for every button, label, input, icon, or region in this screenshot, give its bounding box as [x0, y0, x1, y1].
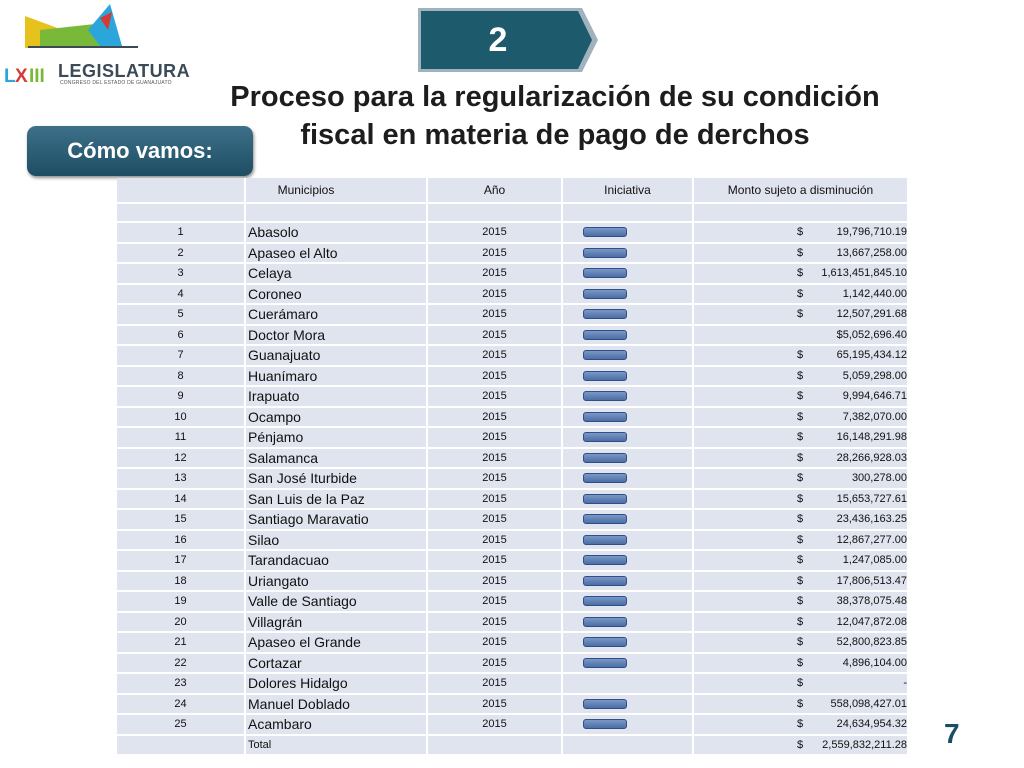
row-anio: 2015 — [428, 285, 563, 304]
row-currency: $ — [797, 390, 804, 403]
row-currency: $ — [797, 554, 804, 567]
svg-text:L: L — [4, 66, 16, 87]
row-monto — [694, 633, 907, 652]
iniciativa-marker-icon — [583, 637, 627, 647]
blank-cell — [563, 204, 694, 221]
iniciativa-marker-icon — [583, 391, 627, 401]
row-monto — [694, 244, 907, 263]
row-iniciativa — [563, 572, 694, 591]
row-number: 16 — [117, 531, 246, 550]
row-currency: $ — [797, 431, 804, 444]
row-monto — [694, 613, 907, 632]
row-anio: 2015 — [428, 531, 563, 550]
table-row — [117, 490, 907, 511]
row-anio: 2015 — [428, 408, 563, 427]
row-iniciativa — [563, 674, 694, 693]
row-currency: $ — [797, 718, 804, 731]
row-number: 15 — [117, 510, 246, 529]
blank-cell — [117, 204, 246, 221]
row-amount: 7,382,070.00 — [842, 410, 907, 423]
page-title: Proceso para la regularización de su condición fiscal en materia de pago de derchos — [230, 81, 880, 151]
row-currency: $ — [797, 349, 804, 362]
row-currency: $ — [797, 492, 804, 505]
total-blank — [117, 736, 246, 755]
row-iniciativa — [563, 428, 694, 447]
row-monto — [694, 449, 907, 468]
row-iniciativa — [563, 285, 694, 304]
total-amount-cell — [694, 736, 907, 755]
row-amount: 12,507,291.68 — [836, 308, 907, 321]
row-iniciativa — [563, 469, 694, 488]
row-anio: 2015 — [428, 510, 563, 529]
row-currency: $ — [797, 595, 804, 608]
row-anio: 2015 — [428, 428, 563, 447]
row-municipio: Tarandacuao — [246, 551, 428, 570]
row-municipio: Coroneo — [246, 285, 428, 304]
row-anio: 2015 — [428, 490, 563, 509]
header-municipios: Municipios — [246, 178, 428, 202]
row-number: 12 — [117, 449, 246, 468]
table-row — [117, 244, 907, 265]
row-iniciativa — [563, 510, 694, 529]
table-row — [117, 408, 907, 429]
row-amount: 1,142,440.00 — [842, 287, 907, 300]
table-row — [117, 305, 907, 326]
iniciativa-marker-icon — [583, 555, 627, 565]
table-row — [117, 654, 907, 675]
iniciativa-marker-icon — [583, 719, 627, 729]
row-number: 11 — [117, 428, 246, 447]
row-monto — [694, 305, 907, 324]
table-header-row — [117, 178, 907, 204]
row-anio: 2015 — [428, 346, 563, 365]
row-anio: 2015 — [428, 715, 563, 734]
total-blank — [563, 736, 694, 755]
row-iniciativa — [563, 244, 694, 263]
table-row — [117, 346, 907, 367]
row-currency: $ — [797, 287, 804, 300]
table-row — [117, 633, 907, 654]
iniciativa-marker-icon — [583, 535, 627, 545]
row-currency: $ — [797, 533, 804, 546]
table-row — [117, 223, 907, 244]
row-number: 14 — [117, 490, 246, 509]
row-iniciativa — [563, 326, 694, 345]
row-municipio: San José Iturbide — [246, 469, 428, 488]
row-iniciativa — [563, 305, 694, 324]
header-monto: Monto sujeto a disminución — [727, 183, 874, 197]
row-amount: 12,047,872.08 — [836, 615, 907, 628]
row-amount: 5,059,298.00 — [842, 369, 907, 382]
row-anio: 2015 — [428, 305, 563, 324]
iniciativa-marker-icon — [583, 309, 627, 319]
row-iniciativa — [563, 264, 694, 283]
row-iniciativa — [563, 633, 694, 652]
row-anio: 2015 — [428, 223, 563, 242]
table-row — [117, 326, 907, 347]
row-number: 4 — [117, 285, 246, 304]
table-row — [117, 551, 907, 572]
table-row — [117, 264, 907, 285]
row-amount: 9,994,646.71 — [842, 390, 907, 403]
row-currency: $ — [797, 513, 804, 526]
legislatura-logo — [0, 0, 191, 95]
row-monto — [694, 592, 907, 611]
row-amount: $5,052,696.40 — [836, 328, 907, 341]
table-row — [117, 510, 907, 531]
row-municipio: Dolores Hidalgo — [246, 674, 428, 693]
total-amount: 2,559,832,211.28 — [822, 738, 907, 751]
row-number: 17 — [117, 551, 246, 570]
row-anio: 2015 — [428, 387, 563, 406]
row-currency: $ — [797, 636, 804, 649]
row-anio: 2015 — [428, 613, 563, 632]
row-number: 7 — [117, 346, 246, 365]
row-iniciativa — [563, 449, 694, 468]
row-municipio: San Luis de la Paz — [246, 490, 428, 509]
row-amount: 38,378,075.48 — [836, 595, 907, 608]
table-row — [117, 613, 907, 634]
row-anio: 2015 — [428, 469, 563, 488]
row-iniciativa — [563, 490, 694, 509]
row-municipio: Salamanca — [246, 449, 428, 468]
table-row — [117, 285, 907, 306]
row-anio: 2015 — [428, 449, 563, 468]
row-amount: 19,796,710.19 — [836, 226, 907, 239]
row-iniciativa — [563, 408, 694, 427]
table-row — [117, 592, 907, 613]
row-monto — [694, 551, 907, 570]
row-currency: $ — [797, 226, 804, 239]
page-number: 7 — [944, 718, 960, 749]
row-number: 25 — [117, 715, 246, 734]
row-number: 21 — [117, 633, 246, 652]
row-currency: $ — [797, 615, 804, 628]
row-municipio: Abasolo — [246, 223, 428, 242]
table-row — [117, 449, 907, 470]
iniciativa-marker-icon — [583, 227, 627, 237]
row-number: 20 — [117, 613, 246, 632]
row-amount: 4,896,104.00 — [842, 656, 907, 669]
row-municipio: Manuel Doblado — [246, 695, 428, 714]
total-currency: $ — [797, 738, 804, 751]
row-number: 9 — [117, 387, 246, 406]
row-municipio: Celaya — [246, 264, 428, 283]
table-body — [117, 223, 907, 736]
row-amount: 17,806,513.47 — [836, 574, 907, 587]
row-number: 5 — [117, 305, 246, 324]
blank-cell — [694, 204, 907, 221]
row-iniciativa — [563, 613, 694, 632]
row-municipio: Ocampo — [246, 408, 428, 427]
header-anio: Año — [428, 178, 563, 202]
row-monto — [694, 654, 907, 673]
row-anio: 2015 — [428, 674, 563, 693]
row-number: 19 — [117, 592, 246, 611]
iniciativa-marker-icon — [583, 330, 627, 340]
row-monto — [694, 695, 907, 714]
row-iniciativa — [563, 531, 694, 550]
row-iniciativa — [563, 367, 694, 386]
row-municipio: Acambaro — [246, 715, 428, 734]
row-currency: $ — [797, 656, 804, 669]
table-row — [117, 531, 907, 552]
row-iniciativa — [563, 715, 694, 734]
total-blank — [428, 736, 563, 755]
iniciativa-marker-icon — [583, 617, 627, 627]
row-amount: 12,867,277.00 — [836, 533, 907, 546]
total-label: Total — [246, 736, 428, 755]
row-currency: $ — [797, 410, 804, 423]
row-amount: 558,098,427.01 — [830, 697, 907, 710]
row-iniciativa — [563, 346, 694, 365]
row-currency: $ — [797, 267, 804, 280]
logo-subtitle: CONGRESO DEL ESTADO DE GUANAJUATO — [60, 80, 172, 86]
row-monto — [694, 469, 907, 488]
row-number: 22 — [117, 654, 246, 673]
row-municipio: Valle de Santiago — [246, 592, 428, 611]
row-anio: 2015 — [428, 592, 563, 611]
table-total-row — [117, 736, 907, 757]
iniciativa-marker-icon — [583, 658, 627, 668]
row-amount: 1,247,085.00 — [842, 554, 907, 567]
row-currency: $ — [797, 697, 804, 710]
svg-text:III: III — [29, 66, 45, 87]
row-currency: $ — [797, 677, 804, 690]
iniciativa-marker-icon — [583, 289, 627, 299]
row-municipio: Huanímaro — [246, 367, 428, 386]
row-monto — [694, 408, 907, 427]
row-monto — [694, 387, 907, 406]
row-monto — [694, 572, 907, 591]
header-iniciativa: Iniciativa — [563, 178, 694, 202]
row-anio: 2015 — [428, 633, 563, 652]
step-number: 2 — [488, 20, 508, 59]
row-municipio: Guanajuato — [246, 346, 428, 365]
blank-cell — [246, 204, 428, 221]
table-row — [117, 715, 907, 736]
iniciativa-marker-icon — [583, 350, 627, 360]
row-amount: 24,634,954.32 — [836, 718, 907, 731]
row-number: 10 — [117, 408, 246, 427]
row-monto — [694, 264, 907, 283]
row-number: 1 — [117, 223, 246, 242]
row-amount: 23,436,163.25 — [836, 513, 907, 526]
iniciativa-marker-icon — [583, 699, 627, 709]
row-currency: $ — [797, 369, 804, 382]
row-iniciativa — [563, 695, 694, 714]
iniciativa-marker-icon — [583, 412, 627, 422]
iniciativa-marker-icon — [583, 453, 627, 463]
row-monto — [694, 510, 907, 529]
row-municipio: Apaseo el Alto — [246, 244, 428, 263]
row-number: 8 — [117, 367, 246, 386]
table-blank-row — [117, 204, 907, 223]
iniciativa-marker-icon — [583, 494, 627, 504]
row-monto — [694, 490, 907, 509]
table-row — [117, 572, 907, 593]
row-municipio: Villagrán — [246, 613, 428, 632]
row-amount: 13,667,258.00 — [836, 246, 907, 259]
row-anio: 2015 — [428, 367, 563, 386]
row-anio: 2015 — [428, 264, 563, 283]
row-anio: 2015 — [428, 244, 563, 263]
iniciativa-marker-icon — [583, 371, 627, 381]
row-number: 3 — [117, 264, 246, 283]
row-municipio: Uriangato — [246, 572, 428, 591]
row-monto — [694, 346, 907, 365]
row-anio: 2015 — [428, 572, 563, 591]
row-monto — [694, 674, 907, 693]
row-municipio: Apaseo el Grande — [246, 633, 428, 652]
row-monto — [694, 715, 907, 734]
row-currency: $ — [797, 574, 804, 587]
row-currency: $ — [797, 472, 804, 485]
row-amount: 28,266,928.03 — [836, 451, 907, 464]
row-iniciativa — [563, 223, 694, 242]
row-iniciativa — [563, 387, 694, 406]
iniciativa-marker-icon — [583, 268, 627, 278]
logo-name: LEGISLATURA — [58, 61, 191, 81]
row-anio: 2015 — [428, 326, 563, 345]
iniciativa-marker-icon — [583, 432, 627, 442]
iniciativa-marker-icon — [583, 514, 627, 524]
row-currency: $ — [797, 246, 804, 259]
row-municipio: Cuerámaro — [246, 305, 428, 324]
row-municipio: Irapuato — [246, 387, 428, 406]
row-amount: - — [903, 677, 907, 690]
row-amount: 52,800,823.85 — [836, 636, 907, 649]
row-iniciativa — [563, 551, 694, 570]
row-monto — [694, 367, 907, 386]
row-currency: $ — [797, 308, 804, 321]
row-monto — [694, 428, 907, 447]
table-row — [117, 428, 907, 449]
table-row — [117, 387, 907, 408]
iniciativa-marker-icon — [583, 473, 627, 483]
row-municipio: Pénjamo — [246, 428, 428, 447]
svg-text:X: X — [15, 66, 28, 87]
iniciativa-marker-icon — [583, 596, 627, 606]
row-amount: 1,613,451,845.10 — [821, 267, 907, 280]
municipios-table — [117, 178, 907, 756]
row-anio: 2015 — [428, 654, 563, 673]
row-number: 13 — [117, 469, 246, 488]
row-municipio: Doctor Mora — [246, 326, 428, 345]
row-monto — [694, 531, 907, 550]
blank-cell — [428, 204, 563, 221]
row-amount: 15,653,727.61 — [836, 492, 907, 505]
iniciativa-marker-icon — [583, 248, 627, 258]
row-currency: $ — [797, 451, 804, 464]
row-anio: 2015 — [428, 695, 563, 714]
row-number: 23 — [117, 674, 246, 693]
iniciativa-marker-icon — [583, 576, 627, 586]
row-number: 18 — [117, 572, 246, 591]
row-iniciativa — [563, 654, 694, 673]
row-monto — [694, 285, 907, 304]
row-anio: 2015 — [428, 551, 563, 570]
row-monto — [694, 326, 907, 345]
row-amount: 65,195,434.12 — [836, 349, 907, 362]
table-row — [117, 469, 907, 490]
table-row — [117, 367, 907, 388]
row-iniciativa — [563, 592, 694, 611]
row-number: 24 — [117, 695, 246, 714]
row-municipio: Silao — [246, 531, 428, 550]
row-amount: 300,278.00 — [851, 472, 907, 485]
row-monto — [694, 223, 907, 242]
row-municipio: Santiago Maravatio — [246, 510, 428, 529]
row-amount: 16,148,291.98 — [836, 431, 907, 444]
table-row — [117, 695, 907, 716]
header-number — [117, 178, 246, 202]
table-row — [117, 674, 907, 695]
row-number: 2 — [117, 244, 246, 263]
section-label: Cómo vamos: — [27, 126, 253, 176]
row-municipio: Cortazar — [246, 654, 428, 673]
row-number: 6 — [117, 326, 246, 345]
